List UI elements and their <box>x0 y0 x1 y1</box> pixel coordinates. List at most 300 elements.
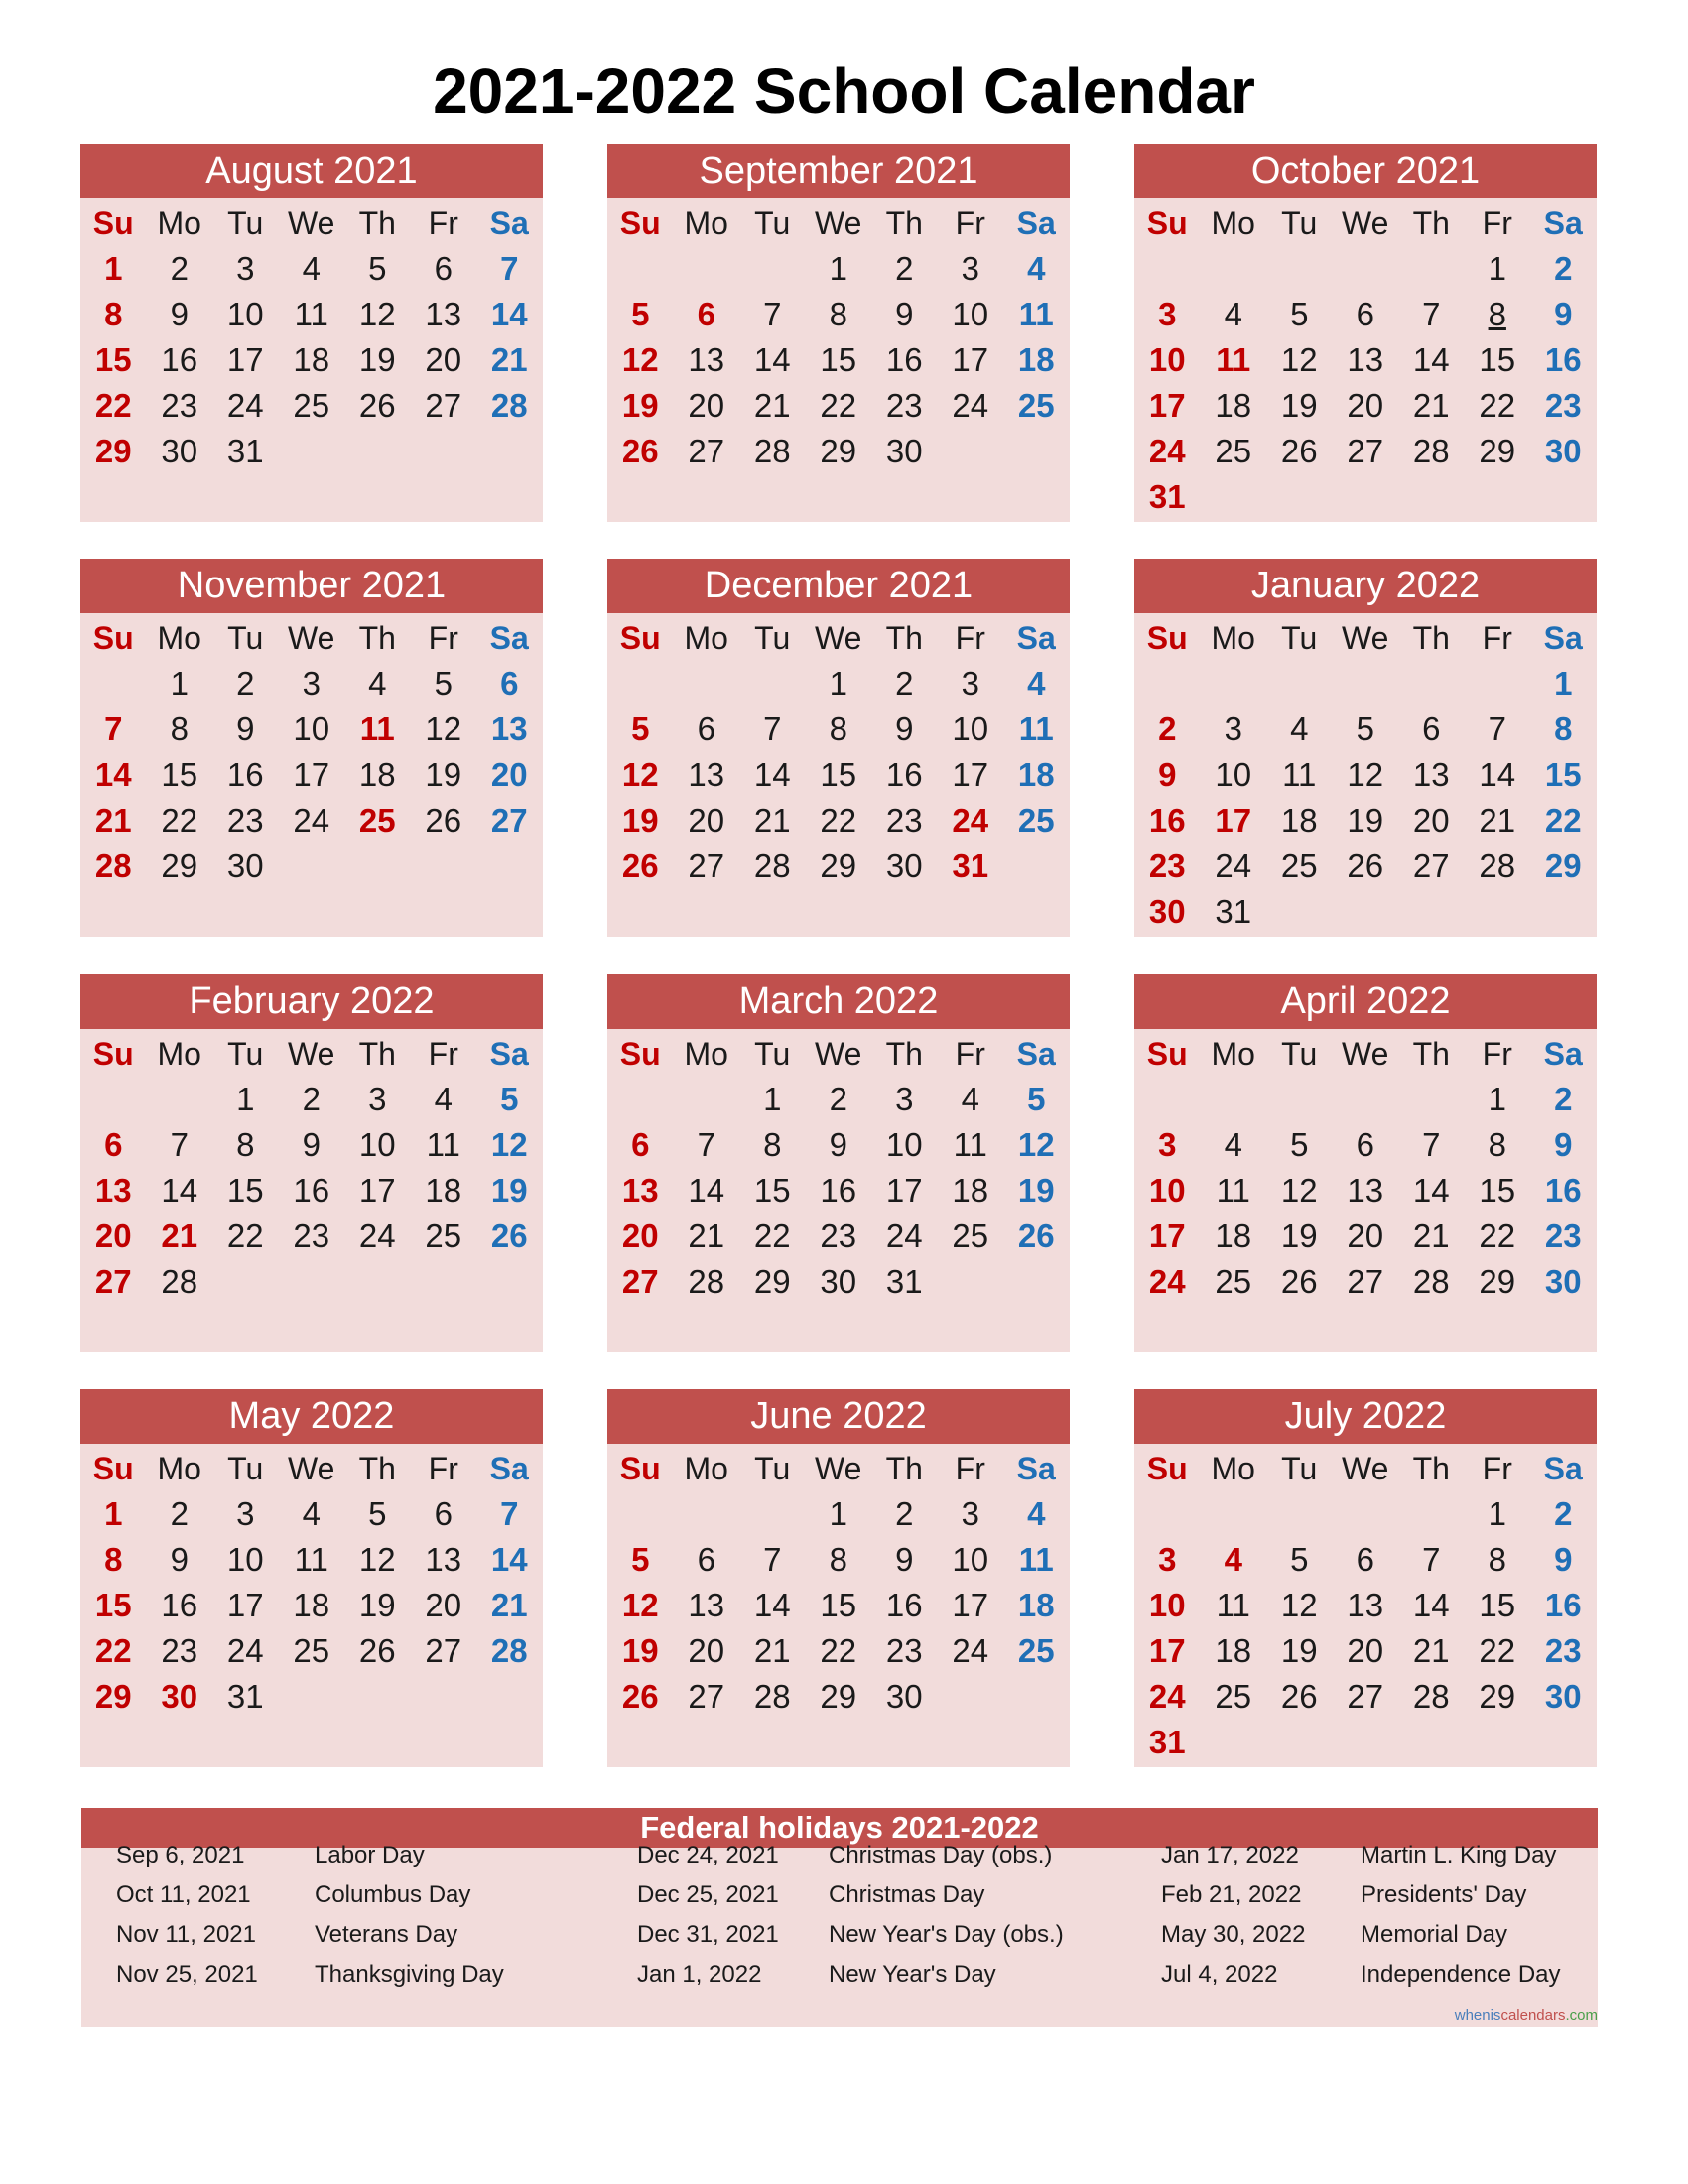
day-cell: 27 <box>1412 847 1450 884</box>
day-cell: 17 <box>1148 1218 1186 1254</box>
weekday-label: Th <box>358 204 396 241</box>
day-cell: 4 <box>434 1081 453 1117</box>
week-row <box>1134 246 1597 292</box>
week-row <box>80 246 543 292</box>
day-cell: 1 <box>1488 1495 1506 1532</box>
day-cell: 18 <box>1215 387 1252 424</box>
weekday-label: Th <box>885 204 923 241</box>
holiday-date: Jan 17, 2022 <box>1161 1842 1299 1868</box>
week-row <box>80 1077 543 1122</box>
weekday-label: Fr <box>955 619 985 656</box>
weekday-label: We <box>1342 619 1389 656</box>
holiday-date: May 30, 2022 <box>1161 1921 1306 1948</box>
weekday-label: We <box>288 1450 335 1486</box>
day-cell: 9 <box>895 1541 914 1578</box>
day-cell: 5 <box>631 296 650 332</box>
day-cell: 27 <box>425 1632 462 1669</box>
holiday-date: Jan 1, 2022 <box>637 1961 762 1988</box>
day-cell: 16 <box>885 341 923 378</box>
day-cell: 22 <box>820 1632 857 1669</box>
month-title: January 2022 <box>1134 559 1597 613</box>
day-cell: 24 <box>226 387 264 424</box>
day-cell: 7 <box>697 1126 715 1163</box>
month-march-2022 <box>607 974 1070 1352</box>
weekday-header <box>80 1446 543 1491</box>
holiday-date: Sep 6, 2021 <box>116 1842 245 1868</box>
weekday-label: Sa <box>489 619 529 656</box>
day-cell: 7 <box>104 710 123 747</box>
week-row <box>80 707 543 752</box>
holiday-name: Columbus Day <box>315 1881 471 1908</box>
week-row <box>1134 1077 1597 1122</box>
day-cell: 6 <box>631 1126 650 1163</box>
day-cell: 10 <box>1148 1172 1186 1209</box>
week-row <box>1134 429 1597 474</box>
day-cell: 12 <box>1280 341 1318 378</box>
day-cell: 27 <box>490 802 528 838</box>
page-title: 2021-2022 School Calendar <box>433 56 1255 127</box>
day-cell: 18 <box>358 756 396 793</box>
day-cell: 9 <box>895 296 914 332</box>
weekday-label: Fr <box>1482 619 1512 656</box>
weekday-header <box>607 1031 1070 1077</box>
day-cell: 18 <box>1215 1632 1252 1669</box>
day-cell: 30 <box>1148 893 1186 930</box>
day-cell: 11 <box>1282 756 1317 793</box>
weekday-label: Fr <box>955 1035 985 1072</box>
week-row <box>80 1491 543 1537</box>
week-row <box>80 1168 543 1214</box>
day-cell: 11 <box>1018 710 1054 747</box>
weekday-label: Sa <box>489 204 529 241</box>
day-cell: 7 <box>763 1541 782 1578</box>
week-row <box>80 1214 543 1259</box>
week-row <box>607 843 1070 889</box>
day-cell: 7 <box>500 250 519 287</box>
day-cell: 15 <box>1479 341 1516 378</box>
day-cell: 16 <box>161 341 198 378</box>
day-cell: 26 <box>358 387 396 424</box>
day-cell: 24 <box>1148 1263 1186 1300</box>
day-cell: 16 <box>1544 1587 1582 1623</box>
day-cell: 22 <box>94 1632 132 1669</box>
week-row <box>607 383 1070 429</box>
week-row <box>1134 752 1597 798</box>
weekday-label: Su <box>92 619 134 656</box>
holiday-date: Jul 4, 2022 <box>1161 1961 1278 1988</box>
day-cell: 12 <box>358 1541 396 1578</box>
day-cell: 5 <box>1290 1541 1309 1578</box>
day-cell: 12 <box>1280 1172 1318 1209</box>
day-cell: 10 <box>952 1541 989 1578</box>
week-row <box>607 1122 1070 1168</box>
day-cell: 9 <box>170 1541 189 1578</box>
day-cell: 23 <box>293 1218 330 1254</box>
day-cell: 23 <box>820 1218 857 1254</box>
day-cell: 29 <box>94 1678 132 1715</box>
day-cell: 31 <box>1148 478 1186 515</box>
day-cell: 25 <box>293 387 330 424</box>
day-cell: 21 <box>753 1632 791 1669</box>
weekday-label: Th <box>885 619 923 656</box>
day-cell: 14 <box>161 1172 198 1209</box>
day-cell: 14 <box>94 756 132 793</box>
day-cell: 30 <box>1544 1678 1582 1715</box>
day-cell: 19 <box>425 756 462 793</box>
day-cell: 2 <box>829 1081 847 1117</box>
holiday-date: Dec 24, 2021 <box>637 1842 779 1868</box>
day-cell: 5 <box>368 1495 387 1532</box>
week-row <box>80 1583 543 1628</box>
day-cell: 27 <box>94 1263 132 1300</box>
day-cell: 3 <box>236 1495 255 1532</box>
week-row <box>1134 889 1597 935</box>
day-cell: 7 <box>1488 710 1506 747</box>
day-cell: 27 <box>1347 433 1384 469</box>
day-cell: 29 <box>753 1263 791 1300</box>
day-cell: 8 <box>170 710 189 747</box>
week-row <box>607 798 1070 843</box>
day-cell: 4 <box>961 1081 979 1117</box>
week-row <box>80 798 543 843</box>
weekday-label: Mo <box>157 619 201 656</box>
day-cell: 21 <box>753 387 791 424</box>
day-cell: 9 <box>1554 1126 1573 1163</box>
holiday-date: Nov 11, 2021 <box>116 1921 256 1948</box>
day-cell: 14 <box>753 1587 791 1623</box>
weekday-header <box>1134 615 1597 661</box>
day-cell: 2 <box>1554 1081 1573 1117</box>
day-cell: 5 <box>1290 1126 1309 1163</box>
day-cell: 13 <box>688 1587 725 1623</box>
day-cell: 9 <box>1158 756 1177 793</box>
day-cell: 4 <box>1027 1495 1046 1532</box>
day-cell: 31 <box>1215 893 1252 930</box>
weekday-label: Tu <box>754 1035 791 1072</box>
day-cell: 1 <box>1488 250 1506 287</box>
holiday-name: Labor Day <box>315 1842 425 1868</box>
week-row <box>1134 1628 1597 1674</box>
weekday-label: Su <box>92 204 134 241</box>
day-cell: 22 <box>1544 802 1582 838</box>
weekday-label: Mo <box>684 1450 728 1486</box>
day-cell: 23 <box>1544 387 1582 424</box>
week-row <box>1134 1491 1597 1537</box>
day-cell: 22 <box>820 387 857 424</box>
day-cell: 17 <box>226 1587 264 1623</box>
week-row <box>80 1259 543 1305</box>
week-row <box>1134 843 1597 889</box>
day-cell: 1 <box>829 1495 847 1532</box>
day-cell: 25 <box>1017 387 1055 424</box>
day-cell: 12 <box>358 296 396 332</box>
weekday-label: Tu <box>1281 619 1318 656</box>
day-cell: 28 <box>1479 847 1516 884</box>
day-cell: 25 <box>293 1632 330 1669</box>
day-cell: 14 <box>1412 1172 1450 1209</box>
weekday-header <box>607 615 1070 661</box>
month-december-2021 <box>607 559 1070 937</box>
weekday-label: Mo <box>1211 204 1255 241</box>
day-cell: 5 <box>1356 710 1374 747</box>
day-cell: 7 <box>1422 1126 1441 1163</box>
day-cell: 22 <box>1479 1632 1516 1669</box>
day-cell: 6 <box>697 1541 715 1578</box>
day-cell: 3 <box>961 665 979 702</box>
day-cell: 2 <box>895 250 914 287</box>
day-cell: 12 <box>490 1126 528 1163</box>
month-title: March 2022 <box>607 974 1070 1029</box>
day-cell: 15 <box>1544 756 1582 793</box>
day-cell: 17 <box>226 341 264 378</box>
weekday-label: Tu <box>227 1450 264 1486</box>
day-cell: 25 <box>1280 847 1318 884</box>
day-cell: 29 <box>1544 847 1582 884</box>
day-cell: 26 <box>425 802 462 838</box>
day-cell: 15 <box>226 1172 264 1209</box>
day-cell: 17 <box>358 1172 396 1209</box>
holiday-name: Memorial Day <box>1361 1921 1508 1948</box>
month-july-2022 <box>1134 1389 1597 1767</box>
day-cell: 3 <box>1224 710 1242 747</box>
day-cell: 16 <box>885 1587 923 1623</box>
holiday-name: Martin L. King Day <box>1361 1842 1557 1868</box>
week-row <box>607 1214 1070 1259</box>
day-cell: 31 <box>885 1263 923 1300</box>
day-cell: 14 <box>753 341 791 378</box>
day-cell: 23 <box>226 802 264 838</box>
day-cell: 21 <box>94 802 132 838</box>
day-cell: 23 <box>885 1632 923 1669</box>
day-cell: 25 <box>1017 802 1055 838</box>
day-cell: 14 <box>490 1541 528 1578</box>
weekday-label: Mo <box>157 204 201 241</box>
day-cell: 22 <box>94 387 132 424</box>
weekday-label: Su <box>619 204 661 241</box>
weekday-label: Sa <box>489 1035 529 1072</box>
day-cell: 23 <box>161 387 198 424</box>
day-cell: 26 <box>490 1218 528 1254</box>
weekday-header <box>1134 1446 1597 1491</box>
day-cell: 25 <box>1215 1678 1252 1715</box>
day-cell: 2 <box>236 665 255 702</box>
day-cell: 7 <box>1422 1541 1441 1578</box>
holiday-name: Christmas Day (obs.) <box>829 1842 1053 1868</box>
day-cell: 3 <box>368 1081 387 1117</box>
day-cell: 1 <box>829 665 847 702</box>
day-cell: 12 <box>1280 1587 1318 1623</box>
day-cell: 7 <box>763 710 782 747</box>
day-cell: 12 <box>621 1587 659 1623</box>
week-row <box>607 1168 1070 1214</box>
day-cell: 25 <box>1215 433 1252 469</box>
day-cell: 5 <box>500 1081 519 1117</box>
weekday-label: Sa <box>1016 1035 1056 1072</box>
day-cell: 13 <box>621 1172 659 1209</box>
day-cell: 29 <box>1479 433 1516 469</box>
month-january-2022 <box>1134 559 1597 937</box>
day-cell: 17 <box>293 756 330 793</box>
day-cell: 8 <box>829 1541 847 1578</box>
weekday-label: Sa <box>1016 1450 1056 1486</box>
day-cell: 29 <box>820 1678 857 1715</box>
weekday-label: Mo <box>684 1035 728 1072</box>
day-cell: 22 <box>226 1218 264 1254</box>
day-cell: 21 <box>490 341 528 378</box>
day-cell: 3 <box>895 1081 914 1117</box>
day-cell: 4 <box>1027 665 1046 702</box>
day-cell: 25 <box>1215 1263 1252 1300</box>
weekday-label: We <box>815 1035 862 1072</box>
week-row <box>80 429 543 474</box>
weekday-label: Fr <box>428 204 458 241</box>
holiday-name: Christmas Day <box>829 1881 985 1908</box>
holiday-name: Veterans Day <box>315 1921 458 1948</box>
weekday-label: Sa <box>1543 204 1583 241</box>
day-cell: 10 <box>952 296 989 332</box>
week-row <box>1134 661 1597 707</box>
day-cell: 8 <box>1488 1541 1506 1578</box>
day-cell: 30 <box>1544 1263 1582 1300</box>
day-cell: 15 <box>820 756 857 793</box>
day-cell: 9 <box>829 1126 847 1163</box>
day-cell: 8 <box>104 1541 123 1578</box>
weekday-label: Tu <box>754 619 791 656</box>
weekday-label: Tu <box>1281 204 1318 241</box>
day-cell: 8 <box>829 710 847 747</box>
weekday-header <box>607 200 1070 246</box>
day-cell: 31 <box>1148 1724 1186 1760</box>
day-cell: 30 <box>161 433 198 469</box>
day-cell: 13 <box>1412 756 1450 793</box>
week-row <box>80 1674 543 1720</box>
day-cell: 28 <box>490 387 528 424</box>
day-cell: 4 <box>302 1495 321 1532</box>
day-cell: 24 <box>226 1632 264 1669</box>
day-cell: 4 <box>1290 710 1309 747</box>
week-row <box>607 1583 1070 1628</box>
day-cell: 15 <box>161 756 198 793</box>
holiday-date: Feb 21, 2022 <box>1161 1881 1302 1908</box>
day-cell: 24 <box>1215 847 1252 884</box>
month-title: September 2021 <box>607 144 1070 198</box>
holiday-name: Thanksgiving Day <box>315 1961 504 1988</box>
day-cell: 10 <box>226 296 264 332</box>
weekday-label: Th <box>1412 1450 1450 1486</box>
day-cell: 14 <box>753 756 791 793</box>
day-cell: 13 <box>425 1541 462 1578</box>
week-row <box>607 752 1070 798</box>
day-cell: 28 <box>490 1632 528 1669</box>
day-cell: 11 <box>426 1126 460 1163</box>
day-cell: 28 <box>1412 433 1450 469</box>
federal-holidays-panel <box>81 1808 1598 2027</box>
day-cell: 3 <box>1158 1126 1177 1163</box>
day-cell: 19 <box>1280 1218 1318 1254</box>
holiday-name: New Year's Day (obs.) <box>829 1921 1064 1948</box>
day-cell: 30 <box>885 1678 923 1715</box>
day-cell: 9 <box>302 1126 321 1163</box>
day-cell: 18 <box>1017 341 1055 378</box>
day-cell: 4 <box>302 250 321 287</box>
week-row <box>1134 474 1597 520</box>
weekday-label: Mo <box>157 1450 201 1486</box>
day-cell: 10 <box>1215 756 1252 793</box>
day-cell: 12 <box>1017 1126 1055 1163</box>
day-cell: 28 <box>1412 1263 1450 1300</box>
day-cell: 9 <box>236 710 255 747</box>
weekday-label: Mo <box>1211 1035 1255 1072</box>
weekday-label: Su <box>619 1035 661 1072</box>
day-cell: 3 <box>236 250 255 287</box>
day-cell: 26 <box>621 847 659 884</box>
day-cell: 30 <box>1544 433 1582 469</box>
day-cell: 11 <box>359 710 395 747</box>
day-cell: 11 <box>1216 1172 1250 1209</box>
day-cell: 4 <box>1027 250 1046 287</box>
day-cell: 27 <box>425 387 462 424</box>
day-cell: 1 <box>829 250 847 287</box>
weekday-label: We <box>288 619 335 656</box>
day-cell: 18 <box>1017 756 1055 793</box>
weekday-header <box>80 200 543 246</box>
day-cell: 5 <box>1027 1081 1046 1117</box>
week-row <box>1134 1720 1597 1765</box>
weekday-label: Fr <box>428 1035 458 1072</box>
day-cell: 19 <box>358 1587 396 1623</box>
day-cell: 22 <box>161 802 198 838</box>
day-cell: 28 <box>1412 1678 1450 1715</box>
day-cell: 29 <box>1479 1678 1516 1715</box>
weekday-label: We <box>815 1450 862 1486</box>
day-cell: 10 <box>1148 341 1186 378</box>
site-watermark[interactable]: wheniscalendars.com <box>1454 2007 1598 2024</box>
day-cell: 11 <box>1216 341 1251 378</box>
week-row <box>607 292 1070 337</box>
week-row <box>607 1077 1070 1122</box>
month-title: August 2021 <box>80 144 543 198</box>
day-cell: 7 <box>1422 296 1441 332</box>
day-cell: 9 <box>1554 1541 1573 1578</box>
day-cell: 26 <box>1280 433 1318 469</box>
weekday-label: Mo <box>684 204 728 241</box>
day-cell: 6 <box>697 710 715 747</box>
day-cell: 15 <box>94 1587 132 1623</box>
week-row <box>607 707 1070 752</box>
day-cell: 20 <box>621 1218 659 1254</box>
month-may-2022 <box>80 1389 543 1767</box>
week-row <box>607 1491 1070 1537</box>
day-cell: 13 <box>688 341 725 378</box>
day-cell: 11 <box>953 1126 987 1163</box>
day-cell: 9 <box>1554 296 1573 332</box>
month-september-2021 <box>607 144 1070 522</box>
weekday-label: Tu <box>1281 1035 1318 1072</box>
weekday-label: Th <box>885 1035 923 1072</box>
day-cell: 18 <box>952 1172 989 1209</box>
day-cell: 23 <box>1544 1218 1582 1254</box>
weekday-label: Sa <box>1016 619 1056 656</box>
week-row <box>1134 1583 1597 1628</box>
week-row <box>80 1537 543 1583</box>
day-cell: 23 <box>1148 847 1186 884</box>
month-june-2022 <box>607 1389 1070 1767</box>
day-cell: 13 <box>1347 1587 1384 1623</box>
day-cell: 1 <box>1554 665 1573 702</box>
day-cell: 26 <box>1017 1218 1055 1254</box>
day-cell: 17 <box>885 1172 923 1209</box>
day-cell: 19 <box>621 387 659 424</box>
